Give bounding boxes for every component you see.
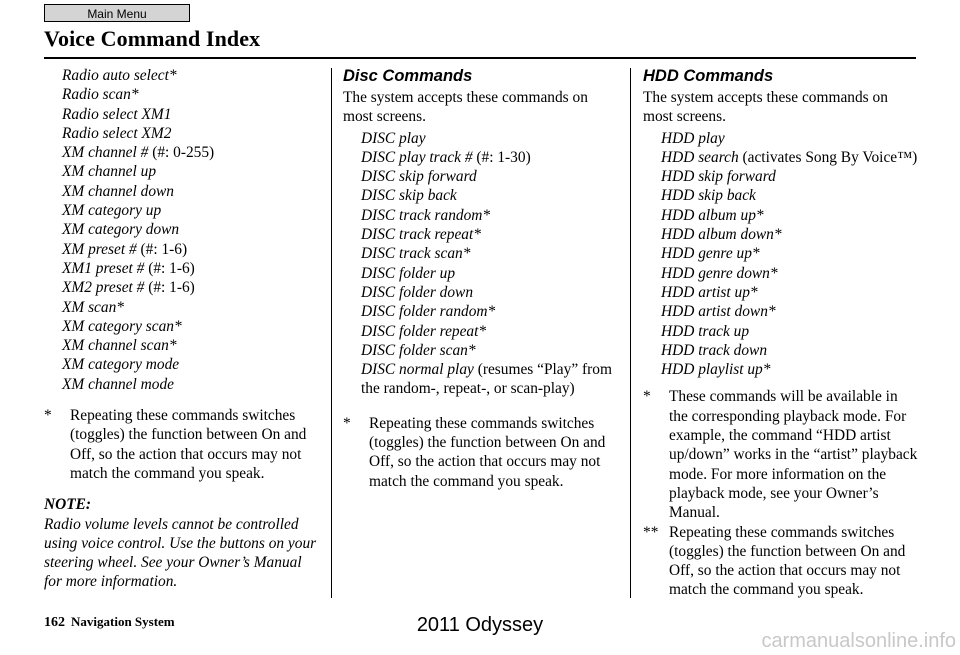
section-intro: The system accepts these commands on most screens. — [643, 89, 888, 126]
footnote — [643, 523, 919, 600]
command-item — [361, 129, 619, 148]
command-item — [643, 148, 919, 167]
command-text: XM scan* — [62, 298, 124, 316]
command-note: (#: 1-30) — [472, 148, 531, 166]
footnote — [643, 387, 919, 522]
command-item — [62, 355, 322, 374]
command-text: Radio select XM2 — [62, 124, 172, 142]
command-text: HDD genre up* — [661, 245, 760, 263]
command-item — [361, 186, 619, 205]
command-text: HDD artist down* — [661, 303, 776, 321]
command-text: HDD album down* — [661, 226, 782, 244]
command-text: XM channel # — [62, 144, 149, 162]
command-item — [62, 124, 322, 143]
footnote-text: Repeating these commands switches (toggles) the function between On and Off, so the action that occurs may not match the command you speak. — [669, 523, 906, 599]
command-item — [661, 244, 919, 263]
command-item — [62, 66, 322, 85]
footnote-text: Repeating these commands switches (toggles) the function between On and Off, so the action that occurs may not match the command you speak. — [369, 414, 606, 490]
main-menu-button[interactable]: Main Menu — [44, 4, 190, 22]
watermark: carmanualsonline.info — [761, 630, 956, 652]
command-item — [661, 264, 919, 283]
column-divider — [331, 68, 332, 598]
command-text: HDD playlist up* — [661, 361, 771, 379]
command-item — [62, 182, 322, 201]
command-text: XM category down — [62, 221, 180, 239]
command-item — [361, 322, 619, 341]
command-text: DISC folder up — [361, 264, 456, 282]
command-item — [361, 206, 619, 225]
command-note: (activates Song By Voice™) — [738, 148, 918, 166]
command-text: XM channel mode — [62, 375, 174, 393]
command-item — [361, 264, 619, 283]
command-text: HDD artist up* — [661, 283, 758, 301]
command-item — [62, 336, 322, 355]
command-text: HDD track up — [661, 322, 750, 340]
title-divider — [44, 57, 916, 59]
command-item — [661, 322, 919, 341]
disc-command-list — [343, 129, 619, 361]
footnote-mark: * — [343, 414, 351, 432]
footnote-text: Repeating these commands switches (toggles) the function between On and Off, so the action that occurs may not match the command you speak. — [70, 407, 307, 482]
command-text: HDD search — [661, 148, 739, 166]
command-note: (#: 1-6) — [136, 240, 188, 258]
disc-commands-column — [343, 66, 619, 491]
command-text: HDD play — [661, 129, 725, 147]
command-item — [62, 375, 322, 394]
command-text: DISC skip forward — [361, 168, 477, 186]
command-text: XM channel scan* — [62, 337, 177, 355]
command-text: DISC folder random* — [361, 303, 496, 321]
command-item — [62, 105, 322, 124]
command-item — [661, 283, 919, 302]
command-item — [62, 201, 322, 220]
command-item — [62, 298, 322, 317]
section-heading-disc: Disc Commands — [343, 67, 473, 85]
command-text: HDD track down — [661, 341, 768, 359]
command-text: DISC folder repeat* — [361, 322, 487, 340]
command-text: DISC skip back — [361, 187, 457, 205]
command-text: HDD album up* — [661, 206, 764, 224]
command-item — [62, 317, 322, 336]
command-item — [661, 225, 919, 244]
radio-command-list — [44, 66, 322, 394]
footnote — [343, 414, 619, 491]
command-text: XM category scan* — [62, 317, 182, 335]
command-text: XM channel down — [62, 182, 174, 200]
command-text: DISC folder down — [361, 283, 474, 301]
command-item — [661, 167, 919, 186]
section-intro: The system accepts these commands on most screens. — [343, 89, 588, 126]
footnote-mark: ** — [643, 523, 659, 541]
command-text: HDD skip forward — [661, 168, 776, 186]
command-text: Radio select XM1 — [62, 105, 172, 123]
command-item — [343, 360, 619, 399]
command-item — [361, 167, 619, 186]
footnote-mark: * — [643, 388, 651, 406]
command-text: HDD genre down* — [661, 264, 778, 282]
command-note: (#: 1-6) — [144, 259, 195, 277]
command-text: DISC folder scan* — [361, 341, 476, 359]
command-note: (resumes “Play” from the random-, repeat-, or scan-play) — [361, 361, 612, 398]
command-text: XM channel up — [62, 163, 157, 181]
hdd-command-list — [643, 167, 919, 379]
command-item — [361, 244, 619, 263]
page-title: Voice Command Index — [44, 26, 261, 51]
command-text: Radio scan* — [62, 86, 139, 104]
command-text: XM category mode — [62, 356, 180, 374]
radio-commands-column — [44, 66, 322, 592]
note-text: Radio volume levels cannot be controlled using voice control. Use the buttons on your steering wheel. See your Owner’s Manual for more information. — [44, 515, 317, 591]
command-text: XM2 preset # — [62, 279, 145, 297]
command-text: DISC play track # — [361, 148, 473, 166]
section-heading-hdd: HDD Commands — [643, 67, 774, 85]
command-item — [661, 360, 919, 379]
command-item — [62, 278, 322, 297]
command-item — [62, 240, 322, 259]
vehicle-model: 2011 Odyssey — [416, 614, 544, 636]
footnote — [44, 406, 322, 483]
command-text: XM category up — [62, 202, 162, 220]
command-item — [62, 259, 322, 278]
command-item — [62, 220, 322, 239]
command-item — [361, 148, 619, 167]
column-divider — [630, 68, 631, 598]
command-note: (#: 0-255) — [148, 144, 215, 162]
command-text: DISC play — [361, 129, 426, 147]
command-item — [661, 186, 919, 205]
hdd-commands-column — [643, 66, 919, 600]
footnote-text: These commands will be available in the corresponding playback mode. For example, the command “HDD artist up/down” works in the “artist” playback mode. For more information on the playback mode, see your Owner’s Manual. — [669, 388, 918, 522]
command-text: DISC track repeat* — [361, 226, 481, 244]
command-text: DISC track random* — [361, 206, 491, 224]
footnote-mark: * — [44, 407, 52, 425]
command-note: (#: 1-6) — [144, 279, 195, 297]
command-text: XM preset # — [62, 240, 137, 258]
command-item — [361, 283, 619, 302]
note-heading: NOTE: — [44, 496, 92, 514]
command-item — [661, 302, 919, 321]
command-item — [643, 129, 919, 148]
command-text: DISC track scan* — [361, 245, 471, 263]
page-number: 162 — [44, 615, 65, 630]
command-text: Radio auto select* — [62, 67, 177, 84]
command-text: XM1 preset # — [62, 259, 145, 277]
command-item — [62, 162, 322, 181]
command-text: DISC normal play — [361, 361, 474, 379]
command-item — [62, 143, 322, 162]
command-item — [661, 341, 919, 360]
command-item — [661, 206, 919, 225]
footer-section: Navigation System — [71, 614, 175, 629]
command-item — [361, 225, 619, 244]
command-item — [62, 85, 322, 104]
command-item — [361, 341, 619, 360]
command-item — [361, 302, 619, 321]
command-text: HDD skip back — [661, 187, 756, 205]
